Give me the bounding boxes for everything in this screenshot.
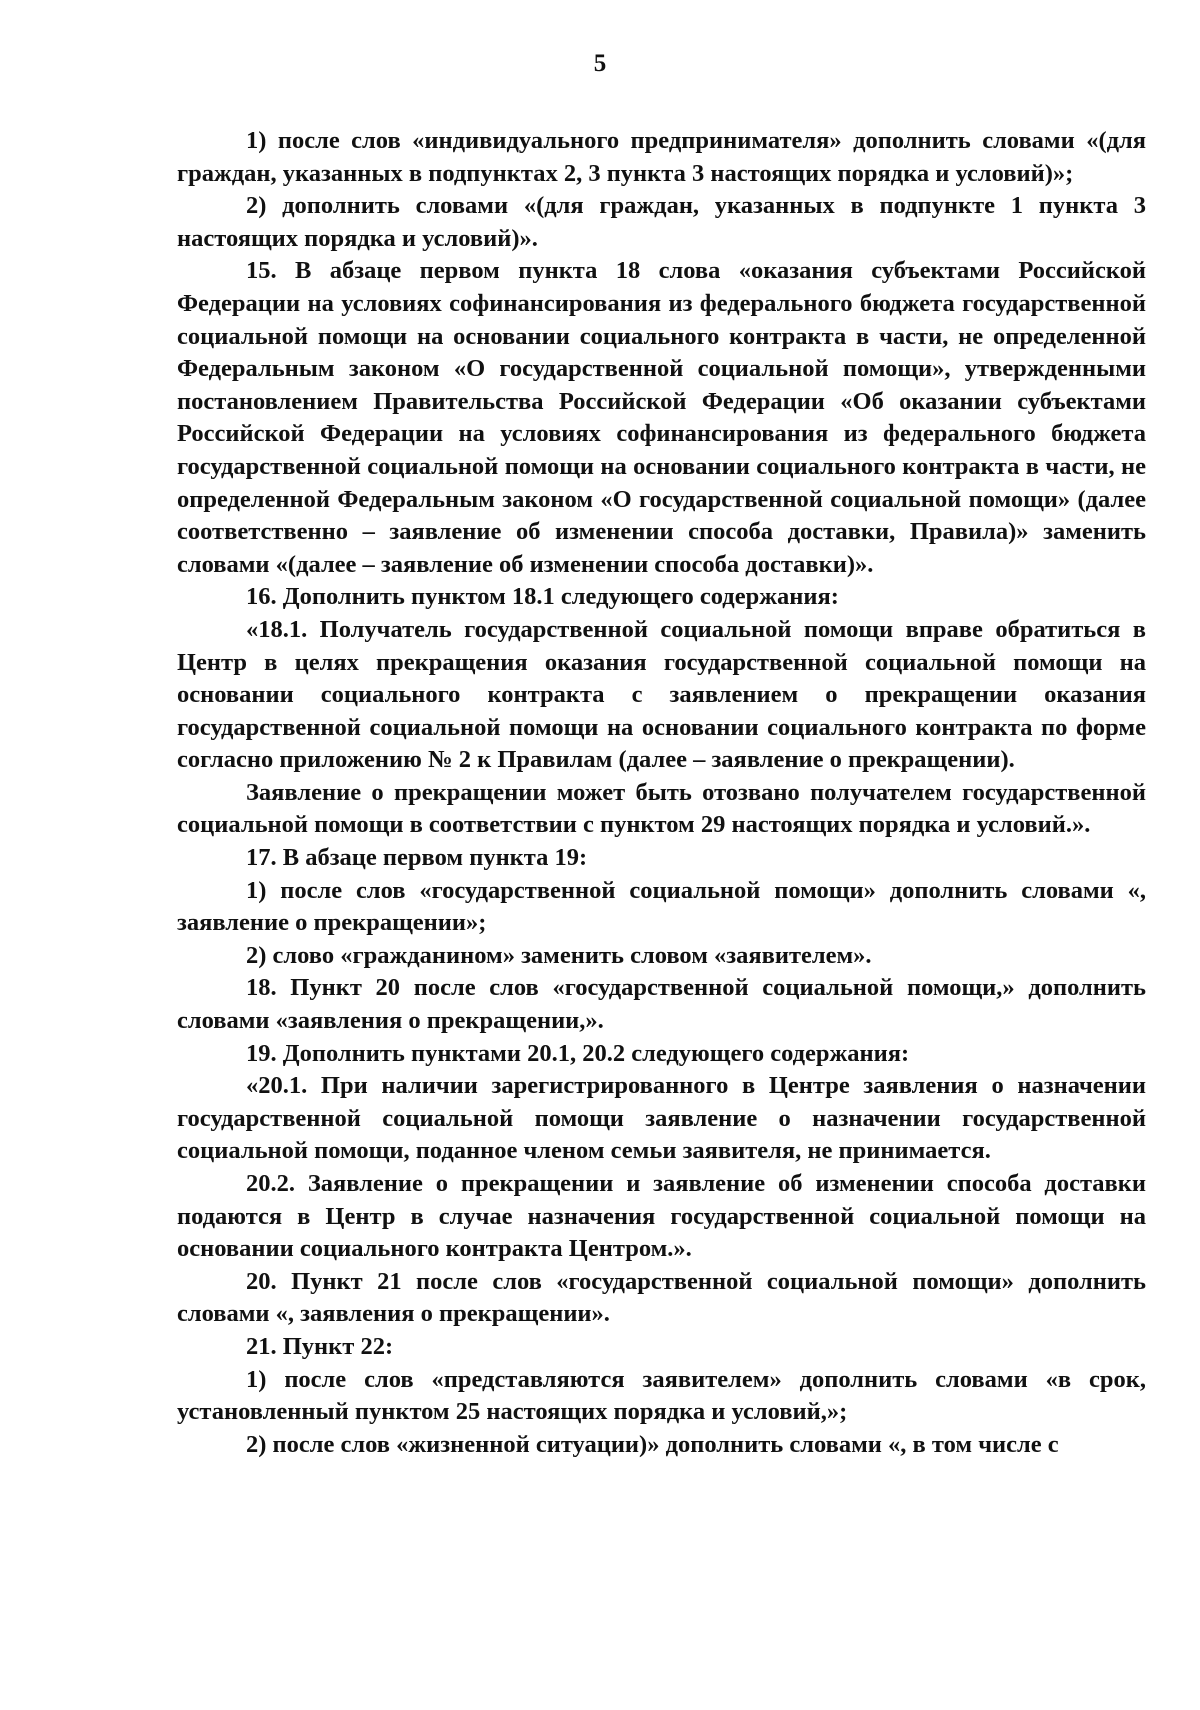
paragraph-20-1: «20.1. При наличии зарегистрированного в Центре заявления о назначении государственной социальной помощи заявление о назначении государственной социальной помощи, поданное членом семьи заявителя, не принимается.: [177, 1072, 1146, 1165]
paragraph-14-2: 2) дополнить словами «(для граждан, указанных в подпункте 1 пункта 3 настоящих порядка и условий)».: [177, 192, 1146, 252]
paragraph-21-2: 2) после слов «жизненной ситуации)» дополнить словами «, в том числе с: [246, 1430, 1059, 1458]
paragraph-19: 19. Дополнить пунктами 20.1, 20.2 следующего содержания:: [246, 1039, 910, 1067]
document-body: [177, 125, 1146, 1461]
paragraph-20: 20. Пункт 21 после слов «государственной социальной помощи» дополнить словами «, заявления о прекращении».: [177, 1267, 1146, 1328]
paragraph-18-1: «18.1. Получатель государственной социальной помощи вправе обратиться в Центр в целях прекращения оказания государственной социальной помощи на основании социального контракта с заявлением о прекращении оказания государственной социальной помощи на основании социального контракта по форме согласно приложению № 2 к Правилам (далее – заявление о прекращении).: [177, 615, 1146, 774]
paragraph-18-1-withdrawal: Заявление о прекращении может быть отозвано получателем государственной социальной помощи в соответствии с пунктом 29 настоящих порядка и условий.».: [177, 778, 1146, 839]
paragraph-21: 21. Пункт 22:: [246, 1332, 394, 1360]
paragraph-16: 16. Дополнить пунктом 18.1 следующего содержания:: [246, 583, 839, 611]
paragraph-21-1: 1) после слов «представляются заявителем» дополнить словами «в срок, установленный пунктом 25 настоящих порядка и условий,»;: [177, 1365, 1146, 1426]
paragraph-20-2: 20.2. Заявление о прекращении и заявление об изменении способа доставки подаются в Центр в случае назначения государственной социальной помощи на основании социального контракта Центром.».: [177, 1170, 1146, 1263]
paragraph-15: 15. В абзаце первом пункта 18 слова «оказания субъектами Российской Федерации на условиях софинансирования из федерального бюджета государственной социальной помощи на основании социального контракта в части, не определенной Федеральным законом «О государственной социальной помощи», утвержденными постановлением Правительства Российской Федерации «Об оказании субъектами Российской Федерации на условиях софинансирования из федерального бюджета государственной социальной помощи на основании социального контракта в части, не определенной Федеральным законом «О государственной социальной помощи» (далее соответственно – заявление об изменении способа доставки, Правила)» заменить словами «(далее – заявление об изменении способа доставки)».: [177, 257, 1146, 578]
paragraph-14-1: 1) после слов «индивидуального предпринимателя» дополнить словами «(для граждан, указанных в подпунктах 2, 3 пункта 3 настоящих порядка и условий)»;: [177, 127, 1146, 187]
paragraph-17: 17. В абзаце первом пункта 19:: [246, 844, 588, 872]
paragraph-17-2: 2) слово «гражданином» заменить словом «заявителем».: [246, 941, 872, 969]
paragraph-17-1: 1) после слов «государственной социальной помощи» дополнить словами «, заявление о прекращении»;: [177, 876, 1146, 937]
paragraph-18: 18. Пункт 20 после слов «государственной социальной помощи,» дополнить словами «заявления о прекращении,».: [177, 974, 1146, 1035]
page-number: 5: [593, 50, 607, 77]
